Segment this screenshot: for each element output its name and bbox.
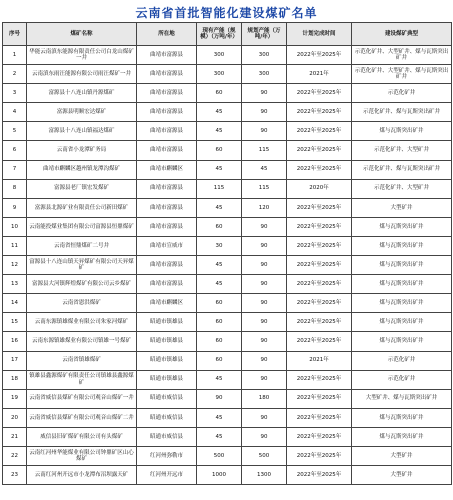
cell-index: 15 (3, 313, 27, 332)
cell-current-capacity: 45 (197, 370, 242, 389)
cell-planned-capacity: 300 (242, 46, 287, 65)
cell-location: 曲靖市富源县 (137, 275, 197, 294)
cell-mine-name: 富源县老厂镇宏发煤矿 (27, 179, 137, 198)
cell-location: 昭通市威信县 (137, 389, 197, 408)
cell-mine-type: 大型矿井 (352, 466, 452, 485)
cell-planned-capacity: 90 (242, 256, 287, 275)
cell-completion-time: 2022年至2025年 (287, 217, 352, 236)
cell-mine-type: 煤与瓦斯突出矿井 (352, 332, 452, 351)
cell-current-capacity: 60 (197, 332, 242, 351)
cell-mine-name: 富源县十八连山镇丹源煤矿 (27, 84, 137, 103)
cell-location: 曲靖市麒麟区 (137, 294, 197, 313)
cell-current-capacity: 500 (197, 446, 242, 465)
cell-completion-time: 2022年至2025年 (287, 141, 352, 160)
header-completion-time: 计划完成时间 (287, 23, 352, 46)
cell-current-capacity: 45 (197, 122, 242, 141)
cell-planned-capacity: 1300 (242, 466, 287, 485)
cell-mine-type: 示范化矿井、大型矿井、煤与瓦斯突出矿井 (352, 65, 452, 84)
cell-current-capacity: 30 (197, 236, 242, 255)
cell-planned-capacity: 90 (242, 217, 287, 236)
header-planned-capacity: 规划产能（万吨/年） (242, 23, 287, 46)
cell-mine-type: 煤与瓦斯突出矿井 (352, 236, 452, 255)
cell-location: 昭通市镇雄县 (137, 370, 197, 389)
cell-mine-name: 华能云南滇东能源有限责任公司白龙山煤矿一井 (27, 46, 137, 65)
cell-index: 2 (3, 65, 27, 84)
cell-completion-time: 2022年至2025年 (287, 332, 352, 351)
cell-current-capacity: 60 (197, 141, 242, 160)
cell-completion-time: 2021年 (287, 65, 352, 84)
cell-mine-name: 云南能投煤业集团有限公司富源县恒鼎煤矿 (27, 217, 137, 236)
cell-index: 13 (3, 275, 27, 294)
cell-mine-name: 云南省恒鼎煤矿二号井 (27, 236, 137, 255)
header-mine-type: 建设煤矿典型 (352, 23, 452, 46)
cell-index: 22 (3, 446, 27, 465)
cell-planned-capacity: 90 (242, 122, 287, 141)
cell-planned-capacity: 90 (242, 370, 287, 389)
table-row (3, 446, 452, 465)
table-row (3, 141, 452, 160)
cell-index: 16 (3, 332, 27, 351)
cell-location: 曲靖市富源县 (137, 46, 197, 65)
cell-mine-type: 大型矿井、煤与瓦斯突出矿井 (352, 389, 452, 408)
cell-location: 昭通市镇雄县 (137, 351, 197, 370)
cell-planned-capacity: 300 (242, 65, 287, 84)
cell-index: 12 (3, 256, 27, 275)
table-row (3, 65, 452, 84)
cell-completion-time: 2022年至2025年 (287, 275, 352, 294)
cell-mine-name: 云南省小龙潭矿务局 (27, 141, 137, 160)
cell-current-capacity: 60 (197, 217, 242, 236)
table-row (3, 236, 452, 255)
cell-current-capacity: 45 (197, 198, 242, 217)
cell-index: 5 (3, 122, 27, 141)
cell-index: 4 (3, 103, 27, 122)
cell-mine-name: 云南滇东雨汪能源有限公司雨汪煤矿一井 (27, 65, 137, 84)
cell-completion-time: 2022年至2025年 (287, 408, 352, 427)
cell-planned-capacity: 90 (242, 236, 287, 255)
cell-mine-name: 云南省恩洪煤矿 (27, 294, 137, 313)
cell-mine-name: 富源县大河镇辉煌煤矿有限公司云乡煤矿 (27, 275, 137, 294)
cell-mine-name: 云南红河州开远市小龙潭布沼坝露天矿 (27, 466, 137, 485)
cell-completion-time: 2022年至2025年 (287, 236, 352, 255)
cell-mine-type: 煤与瓦斯突出矿井 (352, 217, 452, 236)
cell-location: 红河州弥勒市 (137, 446, 197, 465)
cell-planned-capacity: 90 (242, 84, 287, 103)
cell-current-capacity: 60 (197, 84, 242, 103)
cell-current-capacity: 45 (197, 256, 242, 275)
cell-index: 7 (3, 160, 27, 179)
cell-completion-time: 2022年至2025年 (287, 370, 352, 389)
cell-mine-type: 大型矿井 (352, 198, 452, 217)
cell-current-capacity: 60 (197, 294, 242, 313)
header-current-capacity: 现有产能（规模）（万吨/年） (197, 23, 242, 46)
cell-current-capacity: 300 (197, 46, 242, 65)
cell-location: 曲靖市富源县 (137, 179, 197, 198)
cell-location: 曲靖市富源县 (137, 84, 197, 103)
cell-location: 曲靖市宣威市 (137, 236, 197, 255)
cell-mine-type: 煤与瓦斯突出矿井 (352, 122, 452, 141)
cell-planned-capacity: 120 (242, 198, 287, 217)
table-row (3, 313, 452, 332)
cell-current-capacity: 60 (197, 351, 242, 370)
cell-mine-type: 大型矿井 (352, 446, 452, 465)
cell-mine-type: 示范化矿井、大型矿井、煤与瓦斯突出矿井 (352, 46, 452, 65)
cell-mine-type: 示范化矿井 (352, 84, 452, 103)
cell-location: 曲靖市富源县 (137, 103, 197, 122)
cell-location: 昭通市镇雄县 (137, 313, 197, 332)
cell-mine-type: 示范化矿井 (352, 370, 452, 389)
cell-current-capacity: 45 (197, 427, 242, 446)
cell-completion-time: 2022年至2025年 (287, 84, 352, 103)
cell-location: 曲靖市富源县 (137, 217, 197, 236)
cell-location: 曲靖市麒麟区 (137, 160, 197, 179)
cell-location: 昭通市威信县 (137, 408, 197, 427)
cell-completion-time: 2021年 (287, 351, 352, 370)
cell-index: 23 (3, 466, 27, 485)
cell-planned-capacity: 90 (242, 275, 287, 294)
cell-index: 8 (3, 179, 27, 198)
cell-completion-time: 2022年至2025年 (287, 160, 352, 179)
cell-completion-time: 2022年至2025年 (287, 122, 352, 141)
cell-planned-capacity: 90 (242, 103, 287, 122)
cell-index: 11 (3, 236, 27, 255)
table-row (3, 84, 452, 103)
cell-location: 昭通市镇雄县 (137, 332, 197, 351)
cell-mine-name: 镇雄县鑫源煤矿有限责任公司镇雄县鑫源煤矿 (27, 370, 137, 389)
cell-planned-capacity: 90 (242, 427, 287, 446)
cell-mine-name: 富源县北源矿业有限责任公司新田煤矿 (27, 198, 137, 217)
cell-completion-time: 2022年至2025年 (287, 294, 352, 313)
table-row (3, 198, 452, 217)
table-row (3, 427, 452, 446)
table-row (3, 294, 452, 313)
cell-current-capacity: 115 (197, 179, 242, 198)
cell-mine-name: 云南东源镇雄煤业有限公司朱家河煤矿 (27, 313, 137, 332)
cell-current-capacity: 300 (197, 65, 242, 84)
cell-completion-time: 2022年至2025年 (287, 427, 352, 446)
cell-current-capacity: 45 (197, 275, 242, 294)
cell-mine-type: 示范化矿井、大型矿井 (352, 141, 452, 160)
cell-location: 曲靖市富源县 (137, 122, 197, 141)
table-row (3, 179, 452, 198)
cell-mine-name: 富源县明顺宏达煤矿 (27, 103, 137, 122)
cell-planned-capacity: 90 (242, 294, 287, 313)
cell-current-capacity: 90 (197, 389, 242, 408)
cell-mine-name: 云南省威信县煤矿有限公司观音山煤矿一井 (27, 389, 137, 408)
cell-planned-capacity: 90 (242, 351, 287, 370)
cell-location: 曲靖市富源县 (137, 141, 197, 160)
coal-mine-table (2, 22, 452, 485)
cell-mine-name: 云南省镇雄煤矿 (27, 351, 137, 370)
cell-completion-time: 2022年至2025年 (287, 466, 352, 485)
table-row (3, 160, 452, 179)
cell-completion-time: 2020年 (287, 179, 352, 198)
cell-mine-name: 云南东源镇雄煤业有限公司镇雄一号煤矿 (27, 332, 137, 351)
cell-completion-time: 2022年至2025年 (287, 46, 352, 65)
cell-planned-capacity: 90 (242, 332, 287, 351)
cell-mine-type: 示范化矿井、大型矿井 (352, 179, 452, 198)
cell-completion-time: 2022年至2025年 (287, 256, 352, 275)
table-row (3, 370, 452, 389)
cell-current-capacity: 45 (197, 408, 242, 427)
cell-completion-time: 2022年至2025年 (287, 103, 352, 122)
cell-planned-capacity: 500 (242, 446, 287, 465)
table-row (3, 408, 452, 427)
cell-index: 9 (3, 198, 27, 217)
cell-mine-type: 煤与瓦斯突出矿井 (352, 294, 452, 313)
cell-mine-type: 煤与瓦斯突出矿井 (352, 408, 452, 427)
cell-planned-capacity: 180 (242, 389, 287, 408)
cell-planned-capacity: 115 (242, 179, 287, 198)
cell-completion-time: 2022年至2025年 (287, 198, 352, 217)
cell-mine-name: 曲靖市麒麟区越州镇龙潭沟煤矿 (27, 160, 137, 179)
page-title: 云南省首批智能化建设煤矿名单 (135, 6, 318, 20)
cell-mine-type: 示范化矿井、煤与瓦斯突出矿井 (352, 103, 452, 122)
cell-index: 17 (3, 351, 27, 370)
cell-location: 曲靖市富源县 (137, 198, 197, 217)
cell-location: 曲靖市富源县 (137, 65, 197, 84)
table-header-row (3, 23, 452, 46)
table-row (3, 351, 452, 370)
table-row (3, 122, 452, 141)
cell-mine-type: 煤与瓦斯突出矿井 (352, 313, 452, 332)
cell-mine-type: 示范化矿井、煤与瓦斯突出矿井 (352, 160, 452, 179)
cell-index: 20 (3, 408, 27, 427)
cell-index: 10 (3, 217, 27, 236)
cell-location: 曲靖市富源县 (137, 256, 197, 275)
cell-location: 红河州开远市 (137, 466, 197, 485)
table-row (3, 256, 452, 275)
cell-mine-name: 云南红河州华能煤业有限公司钟鼎矿区山心煤矿 (27, 446, 137, 465)
table-row (3, 466, 452, 485)
cell-mine-type: 示范化矿井 (352, 351, 452, 370)
cell-mine-type: 煤与瓦斯突出矿井 (352, 256, 452, 275)
cell-current-capacity: 1000 (197, 466, 242, 485)
cell-mine-name: 云南省威信县煤矿有限公司观音山煤矿二井 (27, 408, 137, 427)
cell-mine-type: 煤与瓦斯突出矿井 (352, 275, 452, 294)
cell-index: 3 (3, 84, 27, 103)
cell-planned-capacity: 90 (242, 313, 287, 332)
cell-planned-capacity: 90 (242, 408, 287, 427)
cell-index: 6 (3, 141, 27, 160)
table-row (3, 103, 452, 122)
table-row (3, 389, 452, 408)
cell-current-capacity: 45 (197, 160, 242, 179)
table-row (3, 275, 452, 294)
cell-completion-time: 2022年至2025年 (287, 446, 352, 465)
cell-completion-time: 2022年至2025年 (287, 313, 352, 332)
cell-current-capacity: 45 (197, 103, 242, 122)
cell-mine-name: 富源县十八连山镇福达煤矿 (27, 122, 137, 141)
cell-mine-name: 富源县十八连山镇天昇煤矿有限公司天昇煤矿 (27, 256, 137, 275)
header-mine-name: 煤矿名称 (27, 23, 137, 46)
cell-completion-time: 2022年至2025年 (287, 389, 352, 408)
header-location: 所在地 (137, 23, 197, 46)
cell-index: 19 (3, 389, 27, 408)
table-row (3, 46, 452, 65)
cell-planned-capacity: 45 (242, 160, 287, 179)
cell-planned-capacity: 115 (242, 141, 287, 160)
table-row (3, 332, 452, 351)
cell-current-capacity: 60 (197, 313, 242, 332)
cell-index: 21 (3, 427, 27, 446)
cell-mine-name: 威信县旧矿煤矿有限公司有头煤矿 (27, 427, 137, 446)
table-row (3, 217, 452, 236)
cell-index: 14 (3, 294, 27, 313)
cell-index: 18 (3, 370, 27, 389)
cell-mine-type: 煤与瓦斯突出矿井 (352, 427, 452, 446)
cell-index: 1 (3, 46, 27, 65)
cell-location: 昭通市威信县 (137, 427, 197, 446)
header-index: 序号 (3, 23, 27, 46)
